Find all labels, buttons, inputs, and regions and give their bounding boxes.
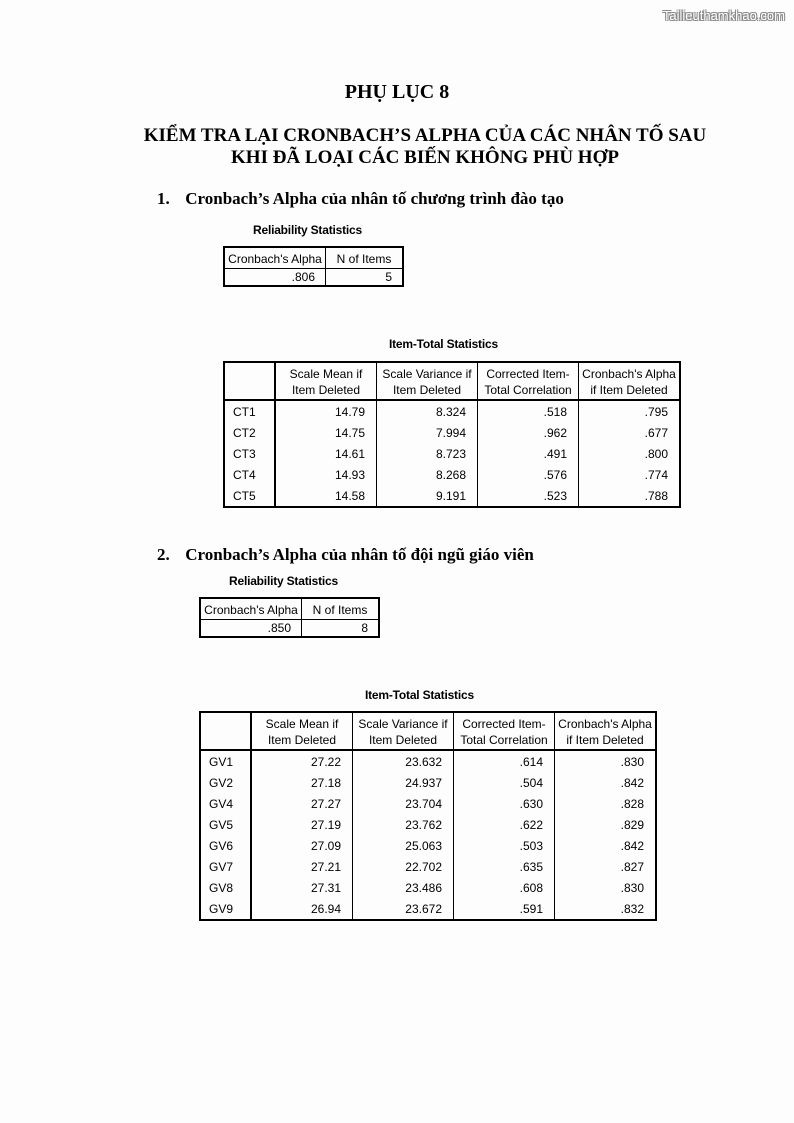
table-row xyxy=(200,877,656,898)
alpha-header: Cronbach's Alpha xyxy=(200,598,302,620)
table-row xyxy=(200,750,656,772)
alpha-if-deleted-header: Cronbach's Alpha if Item Deleted xyxy=(555,712,657,750)
corrected-correlation-value: .491 xyxy=(478,443,579,464)
n-items-header: N of Items xyxy=(302,598,380,620)
reliability-table-2 xyxy=(199,597,380,638)
item-total-table-1 xyxy=(223,361,681,508)
corrected-correlation-value: .518 xyxy=(478,400,579,422)
reliability-value-row xyxy=(224,269,403,287)
corrected-correlation-value: .523 xyxy=(478,485,579,507)
corrected-correlation-value: .591 xyxy=(454,898,555,920)
scale-mean-value: 14.61 xyxy=(275,443,377,464)
corrected-correlation-header: Corrected Item-Total Correlation xyxy=(454,712,555,750)
reliability-caption-1: Reliability Statistics xyxy=(253,223,362,237)
table-row xyxy=(200,835,656,856)
item-label: CT3 xyxy=(224,443,275,464)
reliability-caption-2: Reliability Statistics xyxy=(229,574,338,588)
item-total-caption-1: Item-Total Statistics xyxy=(389,337,498,351)
alpha-if-deleted-header: Cronbach's Alpha if Item Deleted xyxy=(579,362,681,400)
item-total-header-row xyxy=(224,362,680,400)
reliability-value-row xyxy=(200,620,379,638)
table-row xyxy=(200,898,656,920)
scale-variance-value: 23.762 xyxy=(353,814,454,835)
appendix-label: PHỤ LỤC 8 xyxy=(344,81,450,103)
scale-variance-value: 8.723 xyxy=(377,443,478,464)
alpha-if-deleted-value: .830 xyxy=(555,750,657,772)
item-label: CT5 xyxy=(224,485,275,507)
corrected-correlation-value: .630 xyxy=(454,793,555,814)
item-label: GV7 xyxy=(200,856,251,877)
item-stub-header xyxy=(200,712,251,750)
reliability-table-1 xyxy=(223,246,404,287)
alpha-if-deleted-value: .795 xyxy=(579,400,681,422)
scale-mean-value: 27.31 xyxy=(251,877,353,898)
scale-variance-value: 23.672 xyxy=(353,898,454,920)
reliability-header-row xyxy=(224,247,403,269)
scale-mean-value: 26.94 xyxy=(251,898,353,920)
scale-mean-value: 27.21 xyxy=(251,856,353,877)
scale-variance-value: 25.063 xyxy=(353,835,454,856)
corrected-correlation-value: .635 xyxy=(454,856,555,877)
item-label: CT1 xyxy=(224,400,275,422)
n-items-value: 5 xyxy=(326,269,404,287)
item-total-caption-2: Item-Total Statistics xyxy=(365,688,474,702)
scale-variance-value: 24.937 xyxy=(353,772,454,793)
heading-line-1: KIỂM TRA LẠI CRONBACH’S ALPHA CỦA CÁC NHÂN TỐ SAU xyxy=(143,125,707,146)
corrected-correlation-value: .962 xyxy=(478,422,579,443)
n-items-value: 8 xyxy=(302,620,380,638)
scale-mean-header: Scale Mean if Item Deleted xyxy=(275,362,377,400)
n-items-header: N of Items xyxy=(326,247,404,269)
alpha-if-deleted-value: .677 xyxy=(579,422,681,443)
scale-mean-value: 14.79 xyxy=(275,400,377,422)
item-label: GV2 xyxy=(200,772,251,793)
heading-line-2: KHI ĐÃ LOẠI CÁC BIẾN KHÔNG PHÙ HỢP xyxy=(231,147,619,168)
table-row xyxy=(224,485,680,507)
scale-variance-header: Scale Variance if Item Deleted xyxy=(377,362,478,400)
section-2-number: 2. xyxy=(157,545,170,564)
reliability-header-row xyxy=(200,598,379,620)
alpha-if-deleted-value: .842 xyxy=(555,835,657,856)
table-row xyxy=(224,443,680,464)
corrected-correlation-value: .608 xyxy=(454,877,555,898)
scale-variance-value: 23.704 xyxy=(353,793,454,814)
watermark: Tailieuthamkhao.com xyxy=(662,8,785,23)
scale-variance-value: 22.702 xyxy=(353,856,454,877)
item-label: CT4 xyxy=(224,464,275,485)
table-row xyxy=(200,814,656,835)
alpha-if-deleted-value: .829 xyxy=(555,814,657,835)
scale-mean-value: 27.19 xyxy=(251,814,353,835)
page-heading xyxy=(0,125,794,169)
item-label: GV8 xyxy=(200,877,251,898)
scale-variance-value: 23.632 xyxy=(353,750,454,772)
scale-mean-value: 27.09 xyxy=(251,835,353,856)
item-label: GV5 xyxy=(200,814,251,835)
alpha-if-deleted-value: .830 xyxy=(555,877,657,898)
corrected-correlation-header: Corrected Item-Total Correlation xyxy=(478,362,579,400)
scale-variance-value: 8.268 xyxy=(377,464,478,485)
corrected-correlation-value: .576 xyxy=(478,464,579,485)
scale-variance-header: Scale Variance if Item Deleted xyxy=(353,712,454,750)
scale-variance-value: 23.486 xyxy=(353,877,454,898)
scale-mean-value: 14.58 xyxy=(275,485,377,507)
alpha-if-deleted-value: .800 xyxy=(579,443,681,464)
corrected-correlation-value: .622 xyxy=(454,814,555,835)
table-row xyxy=(224,400,680,422)
section-1-title xyxy=(157,189,564,209)
scale-mean-value: 14.75 xyxy=(275,422,377,443)
item-label: GV1 xyxy=(200,750,251,772)
corrected-correlation-value: .504 xyxy=(454,772,555,793)
scale-mean-header: Scale Mean if Item Deleted xyxy=(251,712,353,750)
alpha-header: Cronbach's Alpha xyxy=(224,247,326,269)
scale-mean-value: 27.27 xyxy=(251,793,353,814)
item-total-body-1 xyxy=(224,400,680,507)
corrected-correlation-value: .614 xyxy=(454,750,555,772)
table-row xyxy=(200,793,656,814)
item-stub-header xyxy=(224,362,275,400)
item-total-header-row xyxy=(200,712,656,750)
alpha-if-deleted-value: .842 xyxy=(555,772,657,793)
table-row xyxy=(224,422,680,443)
section-1-title-text: Cronbach’s Alpha của nhân tố chương trình đào tạo xyxy=(185,189,564,208)
scale-variance-value: 9.191 xyxy=(377,485,478,507)
corrected-correlation-value: .503 xyxy=(454,835,555,856)
alpha-if-deleted-value: .827 xyxy=(555,856,657,877)
table-row xyxy=(200,772,656,793)
table-row xyxy=(200,856,656,877)
scale-mean-value: 27.18 xyxy=(251,772,353,793)
alpha-if-deleted-value: .832 xyxy=(555,898,657,920)
item-label: GV6 xyxy=(200,835,251,856)
alpha-if-deleted-value: .774 xyxy=(579,464,681,485)
section-2-title-text: Cronbach’s Alpha của nhân tố đội ngũ giáo viên xyxy=(185,545,534,564)
item-label: GV9 xyxy=(200,898,251,920)
section-1-number: 1. xyxy=(157,189,170,208)
scale-mean-value: 14.93 xyxy=(275,464,377,485)
alpha-if-deleted-value: .788 xyxy=(579,485,681,507)
alpha-value: .850 xyxy=(267,621,291,635)
item-total-table-2 xyxy=(199,711,657,921)
table-row xyxy=(224,464,680,485)
scale-mean-value: 27.22 xyxy=(251,750,353,772)
item-label: CT2 xyxy=(224,422,275,443)
item-total-body-2 xyxy=(200,750,656,920)
scale-variance-value: 8.324 xyxy=(377,400,478,422)
alpha-value: .806 xyxy=(291,270,315,284)
item-label: GV4 xyxy=(200,793,251,814)
alpha-if-deleted-value: .828 xyxy=(555,793,657,814)
scale-variance-value: 7.994 xyxy=(377,422,478,443)
section-2-title xyxy=(157,545,534,565)
